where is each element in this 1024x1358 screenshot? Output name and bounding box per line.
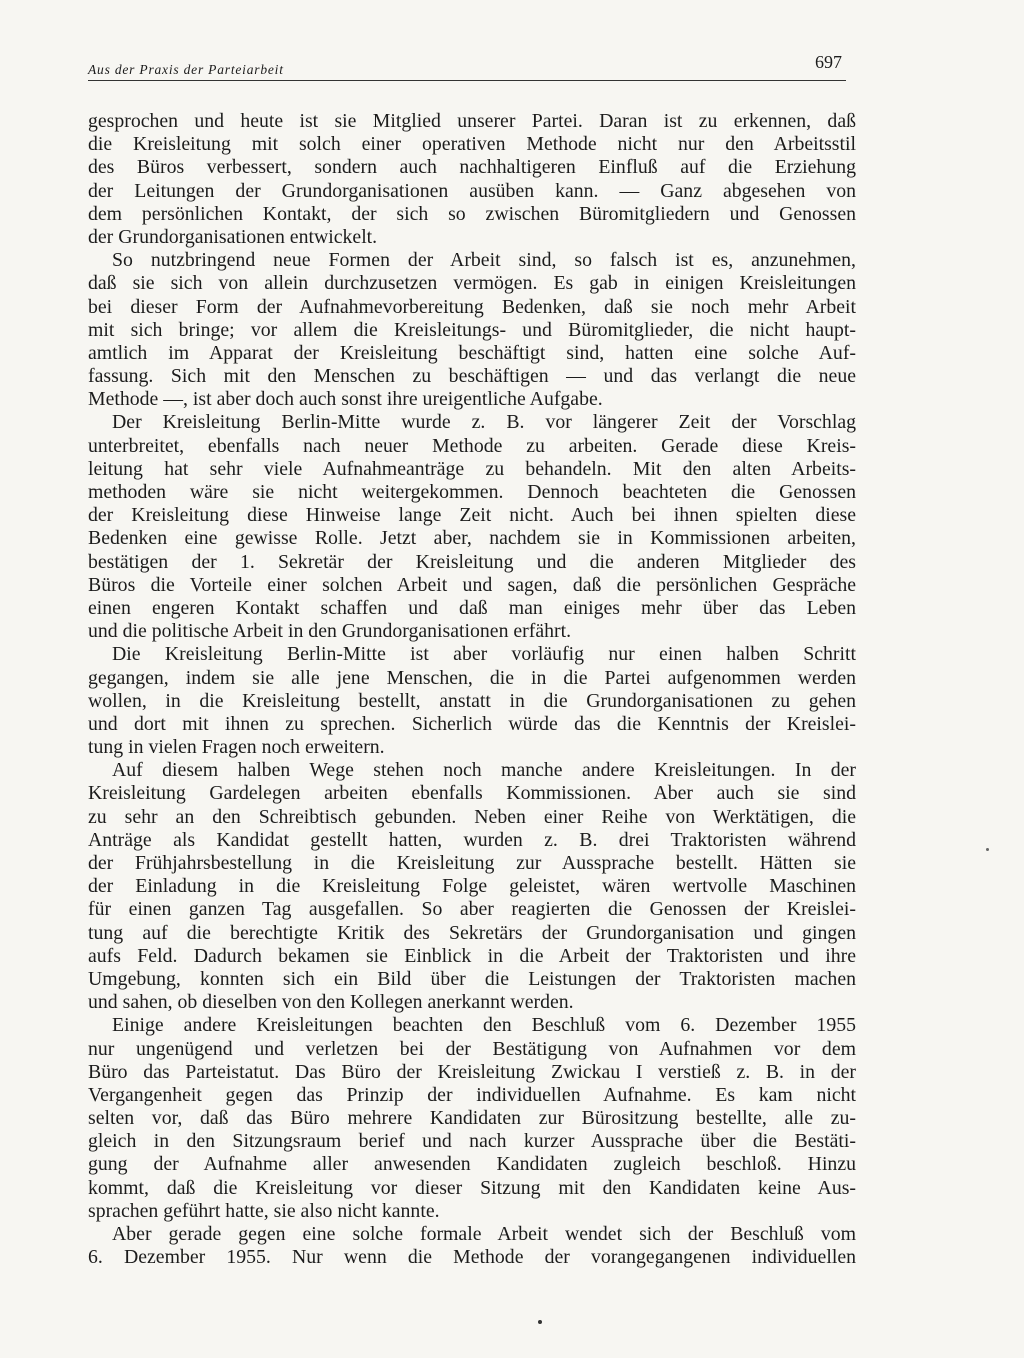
text-line: zu sehr an den Schreibtisch gebunden. Neben einer Reihe von Werktätigen, die (88, 805, 856, 828)
text-line: Anträge als Kandidat gestellt hatten, wurden z. B. drei Traktoristen während (88, 828, 856, 851)
text-line: Vergangenheit gegen das Prinzip der individuellen Aufnahme. Es kam nicht (88, 1083, 856, 1106)
text-line: der Leitungen der Grundorganisationen ausüben kann. — Ganz abgesehen von (88, 179, 856, 202)
text-line: der Grundorganisationen entwickelt. (88, 225, 378, 248)
text-line: 6. Dezember 1955. Nur wenn die Methode der vorangegangenen individuellen (88, 1246, 856, 1269)
page-header (88, 50, 848, 78)
text-line: für einen ganzen Tag ausgefallen. So aber reagierten die Genossen der Kreislei- (88, 898, 856, 921)
text-line: Die Kreisleitung Berlin-Mitte ist aber vorläufig nur einen halben Schritt (112, 643, 856, 666)
text-line: Der Kreisleitung Berlin-Mitte wurde z. B. vor längerer Zeit der Vorschlag (112, 411, 856, 434)
text-line: die Kreisleitung mit solch einer operativen Methode nicht nur den Arbeitsstil (88, 133, 856, 156)
text-line: amtlich im Apparat der Kreisleitung beschäftigt sind, hatten eine solche Auf- (88, 341, 856, 364)
text-line: der Kreisleitung diese Hinweise lange Zeit nicht. Auch bei ihnen spielten diese (88, 504, 856, 527)
text-line: unterbreitet, ebenfalls nach neuer Methode zu arbeiten. Gerade diese Kreis- (88, 434, 856, 457)
text-line: mit sich bringe; vor allem die Kreisleitungs- und Büromitglieder, die nicht haupt- (88, 318, 856, 341)
header-rule (88, 80, 846, 81)
text-line: bestätigen der 1. Sekretär der Kreisleitung und die anderen Mitglieder des (88, 550, 856, 573)
text-line: und dort mit ihnen zu sprechen. Sicherlich würde das die Kenntnis der Kreislei- (88, 712, 856, 735)
text-line: nur ungenügend und verletzen bei der Bestätigung von Aufnahmen vor dem (88, 1037, 856, 1060)
text-line: Bedenken eine gewisse Rolle. Jetzt aber, nachdem sie in Kommissionen arbeiten, (88, 527, 856, 550)
text-line: aufs Feld. Dadurch bekamen sie Einblick in die Arbeit der Traktoristen und ihre (88, 944, 856, 967)
text-line: wollen, in die Kreisleitung bestellt, anstatt in die Grundorganisationen zu gehen (88, 689, 856, 712)
text-line: dem persönlichen Kontakt, der sich so zwischen Büromitgliedern und Genossen (88, 202, 856, 225)
running-head: Aus der Praxis der Parteiarbeit (88, 62, 284, 77)
text-line: und sahen, ob dieselben von den Kollegen anerkannt werden. (88, 991, 574, 1014)
text-line: der Frühjahrsbestellung in die Kreisleitung zur Aussprache bestellt. Hätten sie (88, 852, 856, 874)
print-speck (986, 848, 989, 851)
text-line: Einige andere Kreisleitungen beachten den Beschluß vom 6. Dezember 1955 (112, 1014, 856, 1037)
text-line: sprachen geführt hatte, sie also nicht kannte. (88, 1199, 440, 1222)
text-line: Büro das Parteistatut. Das Büro der Kreisleitung Zwickau I verstieß z. B. in der (88, 1060, 856, 1083)
text-line: Aber gerade gegen eine solche formale Arbeit wendet sich der Beschluß vom (112, 1223, 856, 1245)
text-line: tung auf die berechtigte Kritik des Sekretärs der Grundorganisation und gingen (88, 921, 856, 944)
text-line: des Büros verbessert, sondern auch nachhaltigeren Einfluß auf die Erziehung (88, 156, 856, 179)
text-line: kommt, daß die Kreisleitung vor dieser Sitzung mit den Kandidaten keine Aus- (88, 1176, 856, 1199)
text-line: Umgebung, konnten sich ein Bild über die Leistungen der Traktoristen machen (88, 967, 856, 990)
text-line: einen engeren Kontakt schaffen und daß man einiges mehr über das Leben (88, 596, 856, 619)
text-line: So nutzbringend neue Formen der Arbeit sind, so falsch ist es, anzunehmen, (112, 249, 856, 272)
text-line: fassung. Sich mit den Menschen zu beschäftigen — und das verlangt die neue (88, 365, 856, 388)
text-line: gung der Aufnahme aller anwesenden Kandidaten zugleich beschloß. Hinzu (88, 1153, 856, 1176)
text-line: tung in vielen Fragen noch erweitern. (88, 736, 385, 759)
print-speck (538, 1320, 542, 1324)
text-line: bei dieser Form der Aufnahmevorbereitung Bedenken, daß sie noch mehr Arbeit (88, 295, 856, 318)
text-line: Büros die Vorteile einer solchen Arbeit und sagen, daß die persönlichen Gespräche (88, 573, 856, 596)
text-line: Kreisleitung Gardelegen arbeiten ebenfalls Kommissionen. Aber auch sie sind (88, 782, 856, 805)
text-line: daß sie sich von allein durchzusetzen vermögen. Es gab in einigen Kreisleitungen (88, 272, 856, 295)
body-text (88, 110, 856, 1269)
text-line: methoden wäre sie nicht weitergekommen. Dennoch beachteten die Genossen (88, 481, 856, 503)
text-line: gleich in den Sitzungsraum berief und nach kurzer Aussprache über die Bestäti- (88, 1130, 856, 1153)
text-line: selten vor, daß das Büro mehrere Kandidaten zur Bürositzung bestellte, alle zu- (88, 1107, 856, 1130)
text-line: gegangen, indem sie alle jene Menschen, die in die Partei aufgenommen werden (88, 666, 856, 689)
text-line: Auf diesem halben Wege stehen noch manche andere Kreisleitungen. In der (112, 759, 856, 782)
page-number: 697 (815, 52, 842, 72)
text-line: Methode —, ist aber doch auch sonst ihre ureigentliche Aufgabe. (88, 388, 603, 411)
text-line: der Einladung in die Kreisleitung Folge geleistet, wären wertvolle Maschinen (88, 875, 856, 898)
text-line: und die politische Arbeit in den Grundorganisationen erfährt. (88, 620, 572, 643)
text-line: leitung hat sehr viele Aufnahmeanträge zu behandeln. Mit den alten Arbeits- (88, 457, 856, 480)
text-line: gesprochen und heute ist sie Mitglied unserer Partei. Daran ist zu erkennen, daß (88, 110, 856, 132)
